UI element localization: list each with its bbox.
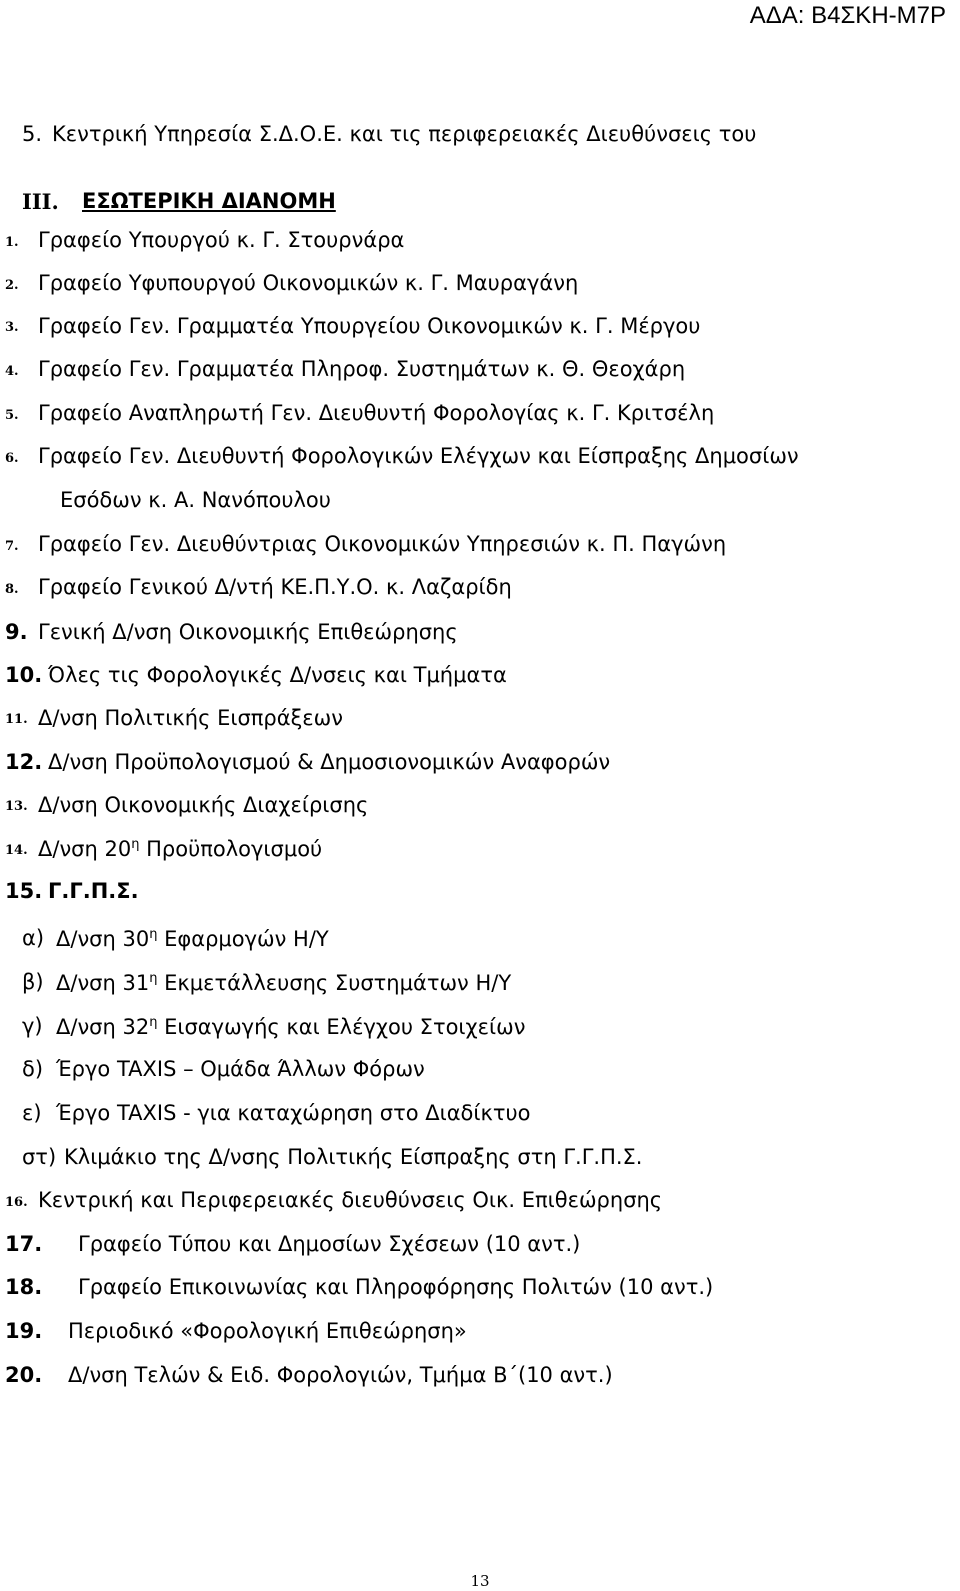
subitem-text: Κλιμάκιο της Δ/νσης Πολιτικής Είσπραξης στη Γ.Γ.Π.Σ. [64,1145,643,1169]
list-item: Γραφείο Γεν. Διευθύντριας Οικονομικών Υπηρεσιών κ. Π. Παγώνη [38,532,727,556]
list-item: Δ/νση Οικονομικής Διαχείρισης [38,793,369,817]
item-number: 14. [5,843,28,858]
subitem-text [56,1016,525,1038]
item-text-pre: Δ/νση 20 [38,837,132,861]
subitem-label: β) [22,970,44,994]
subitem-text-post: Εισαγωγής και Ελέγχου Στοιχείων [157,1015,526,1039]
list-item: Περιοδικό «Φορολογική Επιθεώρηση» [68,1319,467,1343]
list-item: Γραφείο Αναπληρωτή Γεν. Διευθυντή Φορολογίας κ. Γ. Κριτσέλη [38,401,715,425]
subitem-text: Έργο TAXIS – Ομάδα Άλλων Φόρων [56,1057,425,1081]
item-number: 17. [5,1232,43,1256]
intro-item-text: Κεντρική Υπηρεσία Σ.Δ.Ο.Ε. και τις περιφερειακές Διευθύνσεις του [52,122,757,146]
item-number: 12. [5,750,43,774]
list-item: Δ/νση Τελών & Ειδ. Φορολογιών, Τμήμα Β΄(10 αντ.) [68,1363,613,1387]
list-item: Γραφείο Γενικού Δ/ντή ΚΕ.Π.Υ.Ο. κ. Λαζαρίδη [38,575,512,599]
ordinal-superscript: η [149,971,158,986]
subitem-text-pre: Δ/νση 32 [56,1015,150,1039]
item-number: 8. [5,582,19,597]
list-item: Γενική Δ/νση Οικονομικής Επιθεώρησης [38,620,458,644]
list-item: Γραφείο Επικοινωνίας και Πληροφόρησης Πολιτών (10 αντ.) [78,1275,714,1299]
item-number: 6. [5,451,19,466]
item-number: 4. [5,364,19,379]
list-item: Όλες τις Φορολογικές Δ/νσεις και Τμήματα [48,663,507,687]
subitem-text-post: Εκμετάλλευσης Συστημάτων Η/Υ [157,971,512,995]
page-number: 13 [470,1572,490,1590]
section-roman: ΙΙΙ. [22,189,59,214]
item-number: 1. [5,235,19,250]
item-number: 9. [5,620,28,644]
subitem-text [56,928,329,950]
subitem-label: α) [22,926,45,950]
ordinal-superscript: η [149,927,158,942]
list-item: Δ/νση Προϋπολογισμού & Δημοσιονομικών Αναφορών [48,750,611,774]
item-number: 13. [5,799,28,814]
list-item: Γραφείο Τύπου και Δημοσίων Σχέσεων (10 αντ.) [78,1232,581,1256]
list-item: Γραφείο Γεν. Διευθυντή Φορολογικών Ελέγχων και Είσπραξης Δημοσίων [38,444,799,468]
list-item: Γραφείο Υπουργού κ. Γ. Στουρνάρα [38,228,405,252]
item-number: 15. [5,879,43,903]
item-number: 18. [5,1275,43,1299]
subitem-text [56,972,511,994]
subitem-text-pre: Δ/νση 31 [56,971,150,995]
subitem-label: ε) [22,1101,42,1125]
item-number: 16. [5,1195,28,1210]
list-item: Κεντρική και Περιφερειακές διευθύνσεις Οικ. Επιθεώρησης [38,1188,663,1212]
item-text-post: Προϋπολογισμού [139,837,323,861]
item-number: 3. [5,320,19,335]
ordinal-superscript: η [149,1015,158,1030]
list-item: Γραφείο Υφυπουργού Οικονομικών κ. Γ. Μαυραγάνη [38,271,579,295]
list-item: Γραφείο Γεν. Γραμματέα Πληροφ. Συστημάτων κ. Θ. Θεοχάρη [38,357,686,381]
subitem-text-pre: Δ/νση 30 [56,927,150,951]
list-item: Γραφείο Γεν. Γραμματέα Υπουργείου Οικονομικών κ. Γ. Μέργου [38,314,701,338]
item-number: 10. [5,663,43,687]
ordinal-superscript: η [131,837,140,852]
subitem-label: στ) [22,1145,57,1169]
subitem-text-post: Εφαρμογών Η/Υ [157,927,329,951]
list-item-continuation: Εσόδων κ. Α. Νανόπουλου [60,488,331,512]
item-number: 11. [5,712,28,727]
section-title: ΕΣΩΤΕΡΙΚΗ ΔΙΑΝΟΜΗ [82,189,336,213]
list-item: Γ.Γ.Π.Σ. [48,879,139,903]
document-id: ΑΔΑ: Β4ΣΚΗ-Μ7Ρ [749,2,946,29]
item-number: 19. [5,1319,43,1343]
list-item: Δ/νση Πολιτικής Εισπράξεων [38,706,343,730]
subitem-label: δ) [22,1057,44,1081]
item-number: 5. [5,408,19,423]
item-number: 2. [5,278,19,293]
item-number: 20. [5,1363,43,1387]
intro-item-number: 5. [22,122,43,146]
subitem-label: γ) [22,1014,43,1038]
list-item [38,838,322,860]
subitem-text: Έργο TAXIS - για καταχώρηση στο Διαδίκτυο [56,1101,531,1125]
item-number: 7. [5,539,19,554]
